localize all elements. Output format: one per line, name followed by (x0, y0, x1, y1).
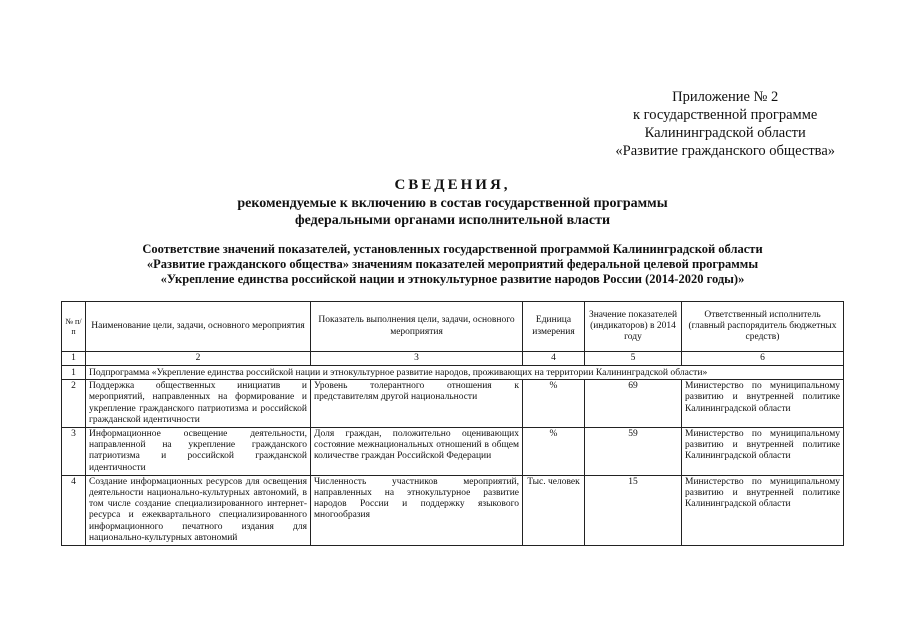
header-executor: Ответственный исполнитель (главный распорядитель бюджетных средств) (682, 302, 844, 352)
column-number: 2 (86, 352, 311, 366)
column-number: 4 (523, 352, 585, 366)
appendix-line-name: «Развитие гражданского общества» (615, 143, 835, 159)
row-num: 2 (62, 380, 86, 428)
title-main: СВЕДЕНИЯ, (394, 177, 511, 193)
row-unit: % (523, 428, 585, 476)
subprogram-title: Подпрограмма «Укрепление единства российской нации и этнокультурное развитие народов, проживающих на территории Калининградской области» (86, 366, 844, 380)
table-header-row (62, 302, 844, 352)
subtitle-line-3: «Укрепление единства российской нации и этнокультурное развитие народов России (2014-2020 годы)» (160, 272, 745, 286)
row-unit: Тыс. человек (523, 475, 585, 545)
document-title (0, 176, 905, 229)
table-row (62, 428, 844, 476)
header-num: № п/п (62, 302, 86, 352)
table-row (62, 380, 844, 428)
appendix-line-program: к государственной программе (633, 107, 818, 123)
appendix-line-region: Калининградской области (644, 125, 806, 141)
document-subtitle (0, 242, 905, 287)
subprogram-row (62, 366, 844, 380)
row-num: 4 (62, 475, 86, 545)
subtitle-line-2: «Развитие гражданского общества» значениям показателей мероприятий федеральной целевой программы (146, 257, 759, 271)
row-executor: Министерство по муниципальному развитию и внутренней политике Калининградской области (682, 428, 844, 476)
appendix-header (615, 88, 835, 160)
row-indicator: Численность участников мероприятий, направленных на этнокультурное развитие народов России и поддержку языкового многообразия (311, 475, 523, 545)
row-indicator: Доля граждан, положительно оценивающих состояние межнациональных отношений в общем количестве граждан Российской Федерации (311, 428, 523, 476)
row-indicator: Уровень толерантного отношения к представителям другой национальности (311, 380, 523, 428)
header-value: Значение показателей (индикаторов) в 2014 году (585, 302, 682, 352)
header-indicator: Показатель выполнения цели, задачи, основного мероприятия (311, 302, 523, 352)
column-number: 1 (62, 352, 86, 366)
row-activity: Поддержка общественных инициатив и мероприятий, направленных на формирование и укрепление гражданского патриотизма и российской гражданской идентичности (86, 380, 311, 428)
row-num: 3 (62, 428, 86, 476)
subtitle-line-1: Соответствие значений показателей, установленных государственной программой Калининградской области (142, 242, 763, 256)
row-activity: Информационное освещение деятельности, направленной на укрепление гражданского патриотизма и российской гражданской идентичности (86, 428, 311, 476)
header-name: Наименование цели, задачи, основного мероприятия (86, 302, 311, 352)
row-executor: Министерство по муниципальному развитию и внутренней политике Калининградской области (682, 380, 844, 428)
subprogram-num: 1 (62, 366, 86, 380)
row-activity: Создание информационных ресурсов для освещения деятельности национально-культурных автономий, в том числе создание специализированного интернет-ресурса и ежеквартального специализированного информационного печатного издания для национально-культурных автономий (86, 475, 311, 545)
column-number: 6 (682, 352, 844, 366)
row-executor: Министерство по муниципальному развитию и внутренней политике Калининградской области (682, 475, 844, 545)
appendix-line-number: Приложение № 2 (672, 89, 779, 105)
table-row (62, 475, 844, 545)
row-value: 15 (585, 475, 682, 545)
indicators-table (61, 301, 844, 546)
row-unit: % (523, 380, 585, 428)
row-value: 69 (585, 380, 682, 428)
title-line-1: рекомендуемые к включению в состав государственной программы (237, 196, 668, 211)
row-value: 59 (585, 428, 682, 476)
title-line-2: федеральными органами исполнительной власти (294, 213, 611, 228)
column-number-row (62, 352, 844, 366)
column-number: 5 (585, 352, 682, 366)
header-unit: Единица измерения (523, 302, 585, 352)
column-number: 3 (311, 352, 523, 366)
